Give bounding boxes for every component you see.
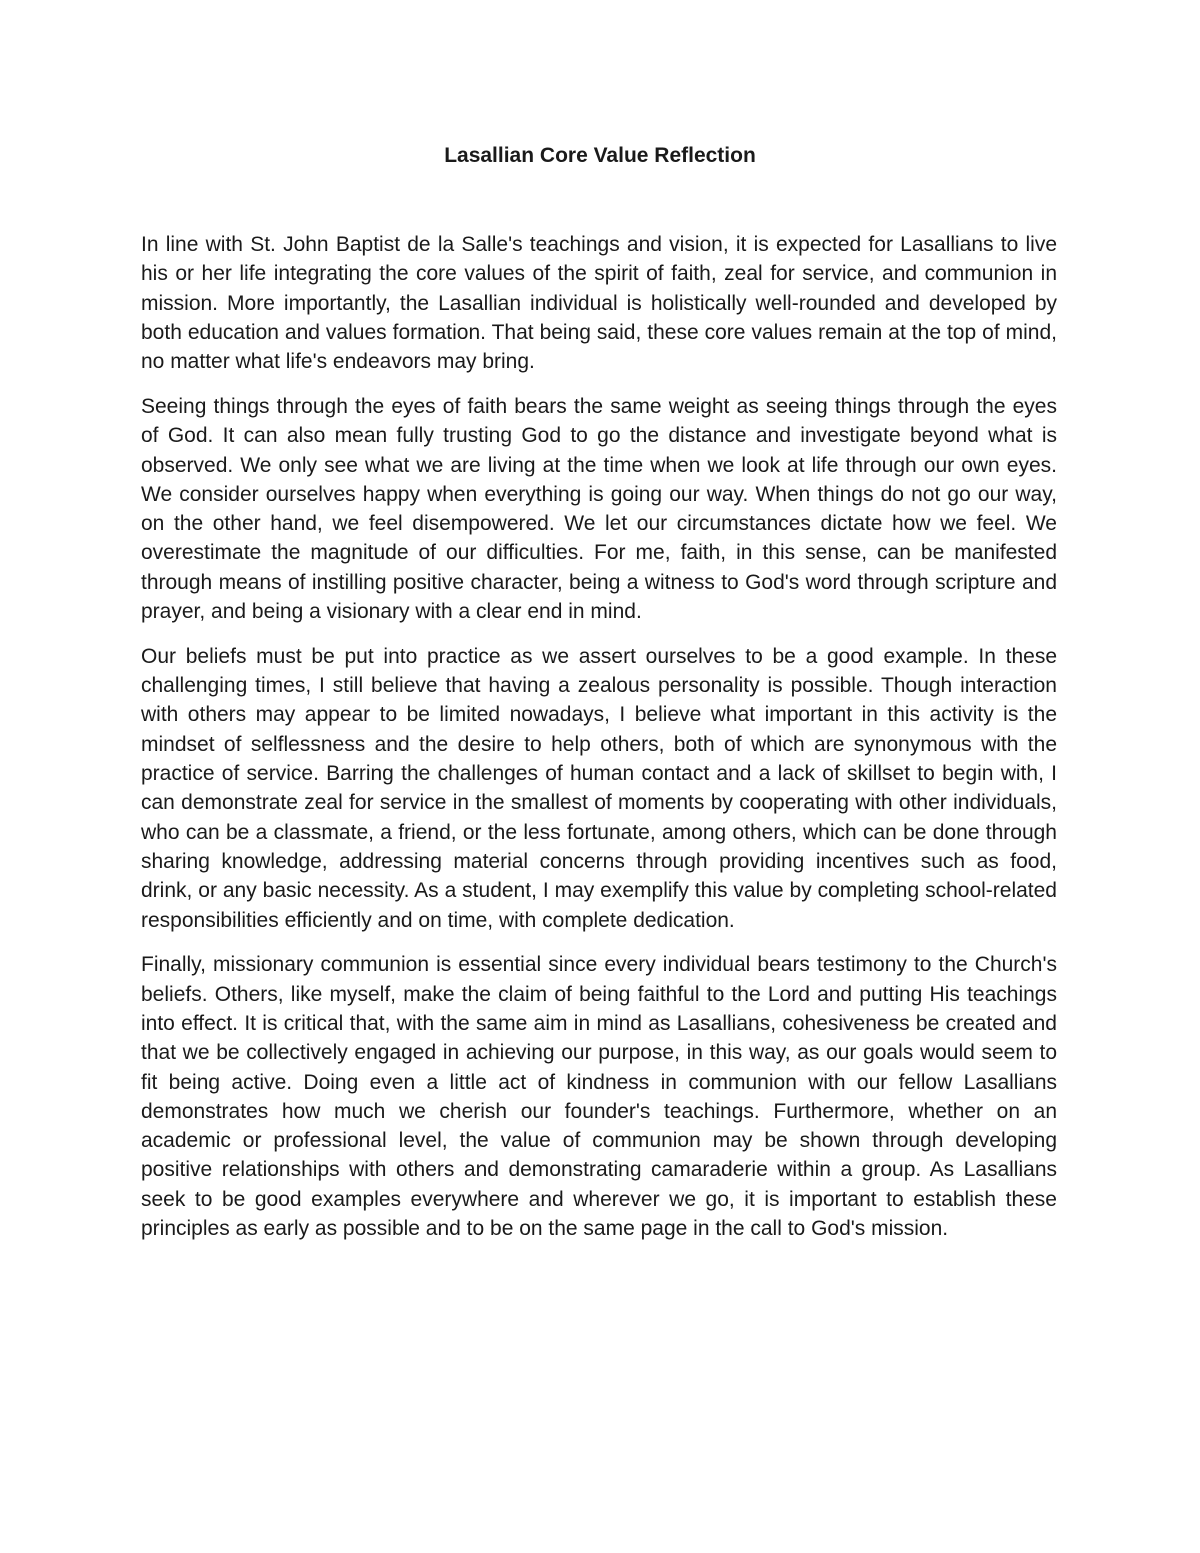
paragraph-intro: In line with St. John Baptist de la Salle's teachings and vision, it is expected for Lasallians to live his or her life integrating the core values of the spirit of faith, zeal for service, and communion in mission. More importantly, the Lasallian individual is holistically well-rounded and developed by both education and values formation. That being said, these core values remain at the top of mind, no matter what life's endeavors may bring. — [141, 233, 1057, 374]
paragraph-zeal: Our beliefs must be put into practice as we assert ourselves to be a good example. In these challenging times, I still believe that having a zealous personality is possible. Though interaction with others may appear to be limited nowadays, I believe what important in this activity is the mindset of selflessness and the desire to help others, both of which are synonymous with the practice of service. Barring the challenges of human contact and a lack of skillset to begin with, I can demonstrate zeal for service in the smallest of moments by cooperating with other individuals, who can be a classmate, a friend, or the less fortunate, among others, which can be done through sharing knowledge, addressing material concerns through providing incentives such as food, drink, or any basic necessity. As a student, I may exemplify this value by completing school-related responsibilities efficiently and on time, with complete dedication. — [141, 644, 1057, 932]
document-title: Lasallian Core Value Reflection — [444, 144, 756, 167]
paragraph-faith: Seeing things through the eyes of faith bears the same weight as seeing things through the eyes of God. It can also mean fully trusting God to go the distance and investigate beyond what is observed. We only see what we are living at the time when we look at life through our own eyes. We consider ourselves happy when everything is going our way. When things do not go our way, on the other hand, we feel disempowered. We let our circumstances dictate how we feel. We overestimate the magnitude of our difficulties. For me, faith, in this sense, can be manifested through means of instilling positive character, being a witness to God's word through scripture and prayer, and being a visionary with a clear end in mind. — [141, 394, 1057, 624]
document-body — [141, 230, 1057, 1259]
paragraph-communion: Finally, missionary communion is essential since every individual bears testimony to the Church's beliefs. Others, like myself, make the claim of being faithful to the Lord and putting His teachings into effect. It is critical that, with the same aim in mind as Lasallians, cohesiveness be created and that we be collectively engaged in achieving our purpose, in this way, as our goals would seem to fit being active. Doing even a little act of kindness in communion with our fellow Lasallians demonstrates how much we cherish our founder's teachings. Furthermore, whether on an academic or professional level, the value of communion may be shown through developing positive relationships with others and demonstrating camaraderie within a group. As Lasallians seek to be good examples everywhere and wherever we go, it is important to establish these principles as early as possible and to be on the same page in the call to God's mission. — [141, 953, 1057, 1240]
